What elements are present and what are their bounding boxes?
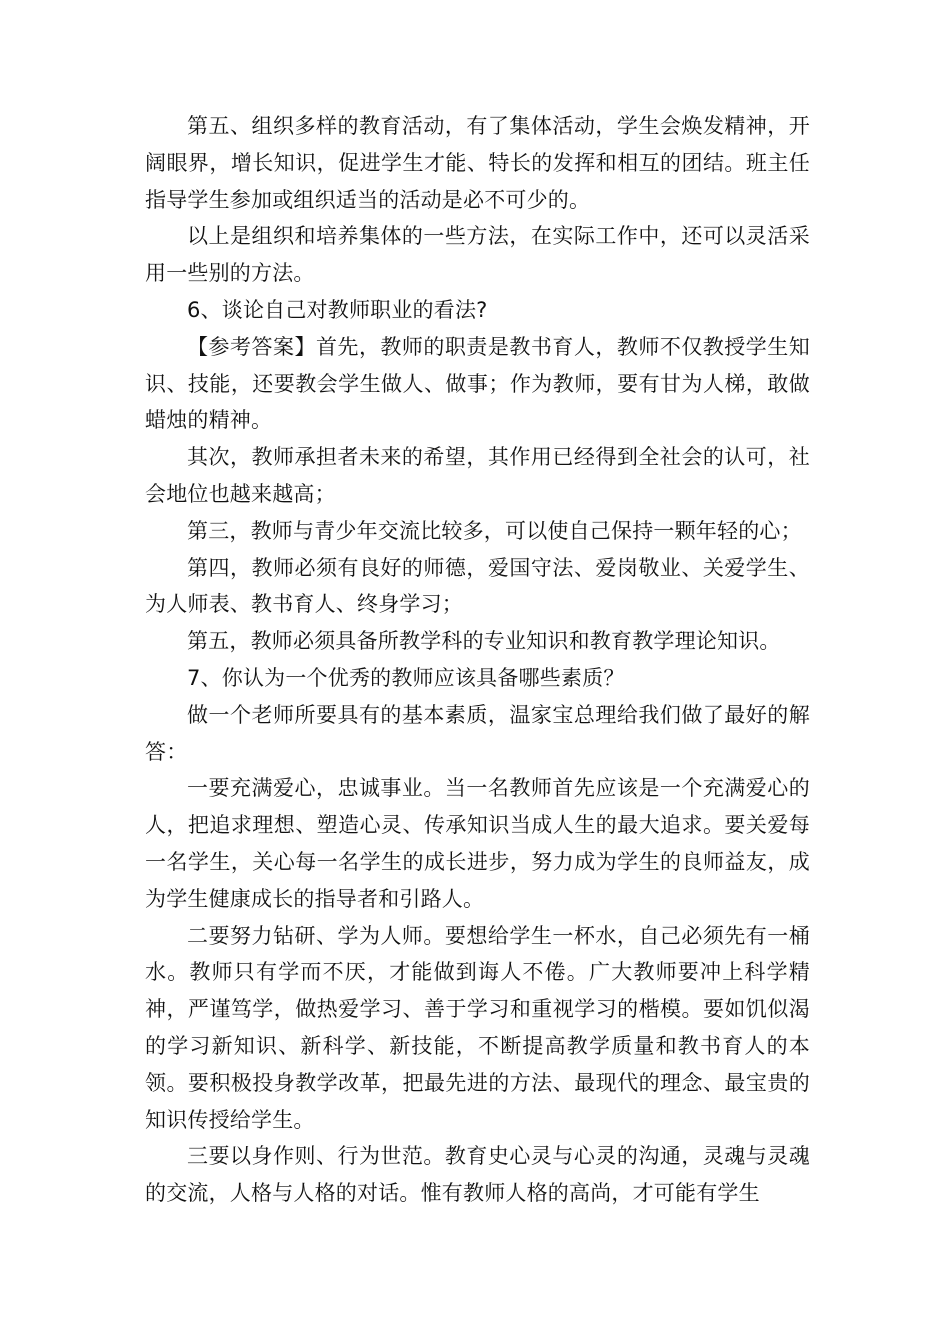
paragraph: 三要以身作则、行为世范。教育史心灵与心灵的沟通，灵魂与灵魂的交流，人格与人格的对话。惟有教师人格的高尚，才可能有学生 [145,1144,810,1206]
paragraph: 其次，教师承担者未来的希望，其作用已经得到全社会的认可，社会地位也越来越高； [145,445,810,506]
question-heading: 7、你认为一个优秀的教师应该具备哪些素质？ [187,665,625,690]
paragraph: 二要努力钻研、学为人师。要想给学生一杯水，自己必须先有一桶水。教师只有学而不厌，才能做到诲人不倦。广大教师要冲上科学精神，严谨笃学，做热爱学习、善于学习和重视学习的楷模。要如饥似渴的学习新知识、新科学、新技能，不断提高教学质量和教书育人的本领。要积极投身教学改革，把最先进的方法、最现代的理念、最宝贵的知识传授给学生。 [145,923,810,1132]
paragraph: 第三，教师与青少年交流比较多，可以使自己保持一颗年轻的心； [187,518,802,543]
paragraph: 第五，教师必须具备所教学科的专业知识和教育教学理论知识。 [187,629,781,654]
paragraph: 做一个老师所要具有的基本素质，温家宝总理给我们做了最好的解答： [145,702,810,764]
paragraph: 【参考答案】首先，教师的职责是教书育人，教师不仅教授学生知识、技能，还要教会学生做人、做事；作为教师，要有甘为人梯，敢做蜡烛的精神。 [145,334,810,433]
question-heading: 6、谈论自己对教师职业的看法? [187,297,488,322]
paragraph: 以上是组织和培养集体的一些方法，在实际工作中，还可以灵活采用一些别的方法。 [145,224,810,286]
paragraph: 第五、组织多样的教育活动，有了集体活动，学生会焕发精神，开阔眼界，增长知识，促进学生才能、特长的发挥和相互的团结。班主任指导学生参加或组织适当的活动是必不可少的。 [145,114,810,212]
paragraph: 第四，教师必须有良好的师德，爱国守法、爱岗敬业、关爱学生、为人师表、教书育人、终身学习； [145,555,810,617]
paragraph: 一要充满爱心，忠诚事业。当一名教师首先应该是一个充满爱心的人，把追求理想、塑造心灵、传承知识当成人生的最大追求。要关爱每一名学生，关心每一名学生的成长进步，努力成为学生的良师益友，成为学生健康成长的指导者和引路人。 [145,776,810,911]
document-body [145,108,810,1212]
